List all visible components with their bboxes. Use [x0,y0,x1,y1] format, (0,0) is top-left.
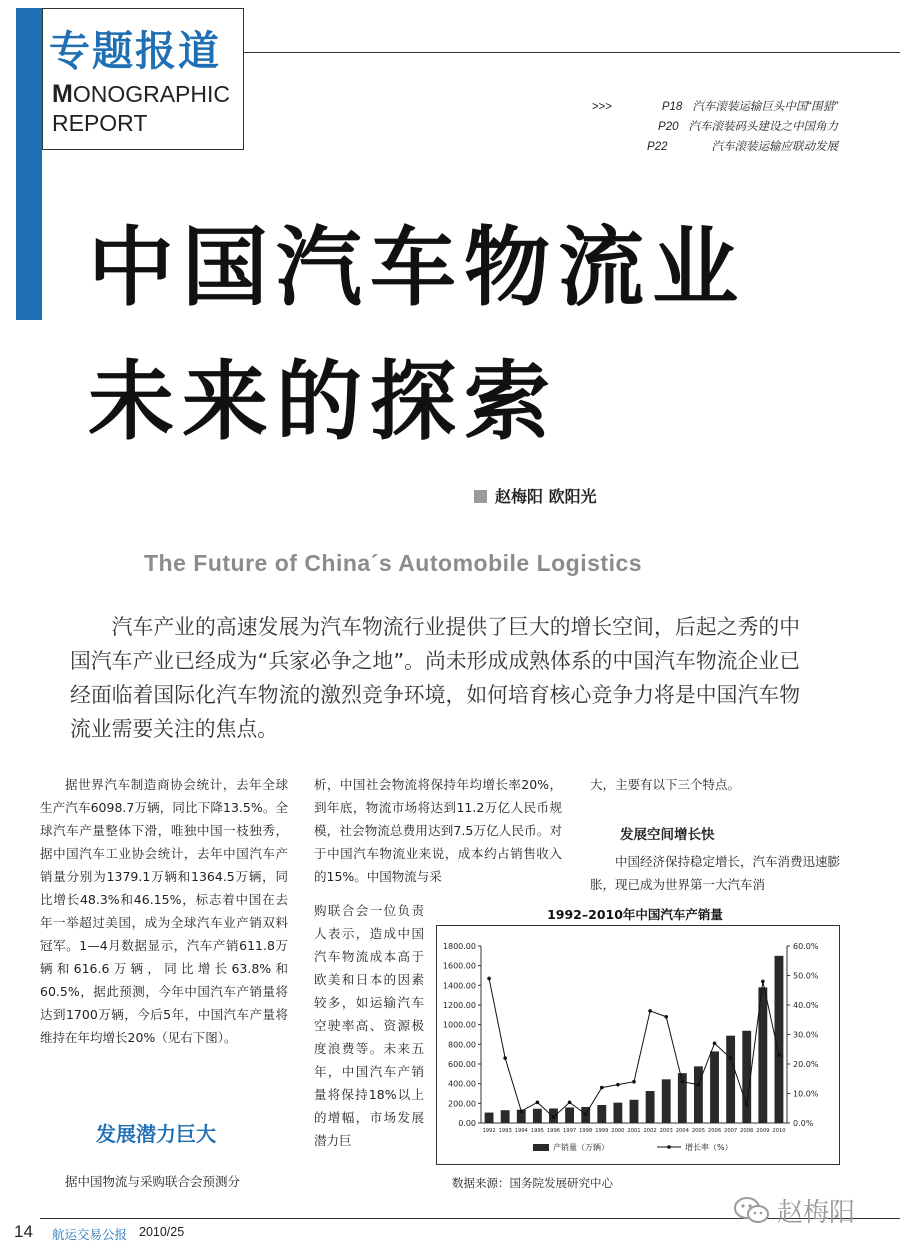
subheading-potential: 发展潜力巨大 [96,1122,216,1146]
right-tick-label: 50.0% [793,971,819,981]
growth-point [713,1042,717,1046]
right-tick-label: 40.0% [793,1001,819,1010]
article-title-line2: 未来的探索 [88,352,558,452]
bar [662,1079,671,1123]
byline [474,484,597,507]
section-title-en-line2: REPORT [52,110,148,136]
header-rule [244,52,900,53]
x-tick-label: 1996 [546,1128,561,1134]
legend-line-marker [667,1145,671,1149]
accent-bar [16,8,42,320]
body-col1-para1: 据世界汽车制造商协会统计，去年全球生产汽车6098.7万辆，同比下降13.5%。全球汽车产量整体下滑，唯独中国一枝独秀，据中国汽车工业协会统计，去年中国汽车产销量分别为1379.1万辆和1364.5万辆，同比增长48.3%和46.15%，标志着中国在去年一举超过美国，成为全球汽车业产销双料冠军。1—4月数据显示，汽车产销611.8万辆和616.6万辆，同比增长63.8%和60.5%，据此预测，今年中国汽车产销量将达到1700万辆，今后5年，中国汽车产量将维持在年均增长20%（见右下图）。 [40,777,288,1045]
left-tick-label: 400.00 [448,1079,476,1089]
growth-point [503,1056,507,1060]
growth-point [761,980,765,984]
toc-page: P20 [658,121,679,133]
toc-arrow: >>> [591,101,612,113]
subheading-growth: 发展空间增长快 [620,827,715,843]
bar [501,1110,510,1123]
x-tick-label: 2010 [772,1128,786,1134]
growth-point [648,1009,652,1013]
author-names: 赵梅阳 欧阳光 [495,487,597,506]
bar [597,1105,606,1123]
x-tick-label: 1998 [579,1128,593,1134]
legend-bar-swatch [533,1144,549,1151]
x-tick-label: 1993 [498,1128,512,1134]
toc-title: 汽车滚装运输巨头中国“围猎” [692,101,838,113]
body-col2-para1: 析，中国社会物流将保持年均增长率20%，到年底，物流市场将达到11.2万亿人民币规模，社会物流总费用达到7.5万亿人民币。对于中国汽车物流业来说，成本约占销售收入的15%。中国物流与采 [314,777,562,884]
article-title-line1: 中国汽车物流业 [88,218,746,318]
toc-page: P22 [647,141,668,153]
bar [630,1100,639,1123]
watermark [733,1192,855,1229]
growth-point [777,1053,781,1057]
toc-item[interactable] [592,97,838,117]
left-tick-label: 800.00 [448,1040,476,1050]
bar [565,1107,574,1123]
growth-point [600,1086,604,1090]
x-tick-label: 1992 [482,1128,496,1134]
x-tick-label: 2008 [740,1128,754,1134]
related-articles-list [592,97,838,157]
toc-title: 汽车滚装运输应联动发展 [711,141,838,153]
chart-title: 1992–2010年中国汽车产销量 [547,907,723,922]
growth-point [632,1080,636,1084]
toc-item[interactable] [592,137,838,157]
bar [533,1109,542,1123]
x-tick-label: 2004 [675,1128,689,1134]
legend-bar-label: 产销量（万辆） [553,1143,609,1152]
growth-point [681,1080,685,1084]
bar [646,1091,655,1123]
page-number: 14 [14,1222,33,1241]
left-tick-label: 600.00 [448,1060,476,1069]
left-tick-label: 0.00 [458,1119,476,1128]
left-tick-label: 1000.00 [442,1020,476,1030]
bar [726,1036,735,1123]
right-tick-label: 10.0% [793,1089,819,1099]
bar [613,1103,622,1123]
x-tick-label: 2009 [756,1128,770,1134]
right-tick-label: 30.0% [793,1030,819,1040]
section-title-cn: 专题报道 [49,27,221,75]
toc-page: P18 [661,101,683,113]
x-tick-label: 2003 [659,1128,673,1134]
bar [742,1031,751,1123]
x-tick-label: 2000 [611,1128,625,1134]
left-tick-label: 1600.00 [442,961,476,971]
growth-line [489,978,779,1117]
section-title-en-line1 [52,80,230,109]
x-tick-label: 2005 [691,1128,706,1134]
legend-line-label: 增长率（%） [685,1143,733,1152]
chart-frame [436,925,840,1165]
byline-square-icon [474,490,487,503]
growth-point [697,1083,701,1087]
x-tick-label: 1994 [514,1128,528,1134]
section-title-en-initial: M [52,80,73,108]
x-tick-label: 1999 [595,1128,609,1134]
bar [710,1051,719,1123]
left-tick-label: 1200.00 [442,1001,476,1010]
x-tick-label: 1997 [562,1128,577,1134]
body-col1-para2: 据中国物流与采购联合会预测分 [65,1174,241,1189]
right-tick-label: 20.0% [793,1060,819,1069]
english-title: The Future of China´s Automobile Logistics [144,550,643,576]
bar [694,1066,703,1123]
chart-source: 数据来源：国务院发展研究中心 [452,1176,613,1190]
growth-point [552,1115,556,1119]
toc-item[interactable] [592,117,838,137]
issue-number: 2010/25 [139,1225,185,1239]
watermark-text: 赵梅阳 [777,1198,856,1228]
left-tick-label: 1400.00 [442,981,476,991]
growth-point [664,1015,668,1019]
growth-point [729,1056,733,1060]
growth-point [536,1101,540,1105]
body-col3-para2: 中国经济保持稳定增长，汽车消费迅速膨胀，现已成为世界第一大汽车消 [590,854,841,892]
x-tick-label: 2002 [643,1128,657,1134]
sales-chart [437,926,841,1166]
abstract: 汽车产业的高速发展为汽车物流行业提供了巨大的增长空间，后起之秀的中国汽车产业已经成为“兵家必争之地”。尚未形成成熟体系的中国汽车物流企业已经面临着国际化汽车物流的激烈竞争环境，如何培育核心竞争力将是中国汽车物流业需要关注的焦点。 [70,615,800,741]
left-tick-label: 1800.00 [442,942,476,951]
body-col2-para2: 购联合会一位负责人表示，造成中国汽车物流成本高于欧美和日本的因素较多，如运输汽车空驶率高、资源极度浪费等。未来五年，中国汽车产销量将保持18%以上的增幅，市场发展潜力巨 [314,903,424,1148]
growth-point [519,1109,523,1113]
growth-point [568,1101,572,1105]
left-tick-label: 200.00 [448,1099,476,1109]
x-tick-label: 1995 [530,1128,544,1134]
x-tick-label: 2001 [627,1128,641,1134]
toc-title: 汽车滚装码头建设之中国角力 [688,121,838,133]
growth-point [745,1104,749,1108]
body-col3-para1: 大，主要有以下三个特点。 [590,777,741,792]
growth-point [584,1112,588,1116]
x-tick-label: 2007 [724,1128,738,1134]
x-tick-label: 2006 [707,1128,722,1134]
growth-point [616,1083,620,1087]
publication-name: 航运交易公报 [52,1227,128,1242]
section-title-en-rest: ONOGRAPHIC [72,81,231,107]
wechat-icon [733,1196,771,1226]
right-tick-label: 0.0% [793,1119,814,1128]
growth-point [487,977,491,981]
right-tick-label: 60.0% [793,942,819,951]
bar [485,1113,494,1123]
